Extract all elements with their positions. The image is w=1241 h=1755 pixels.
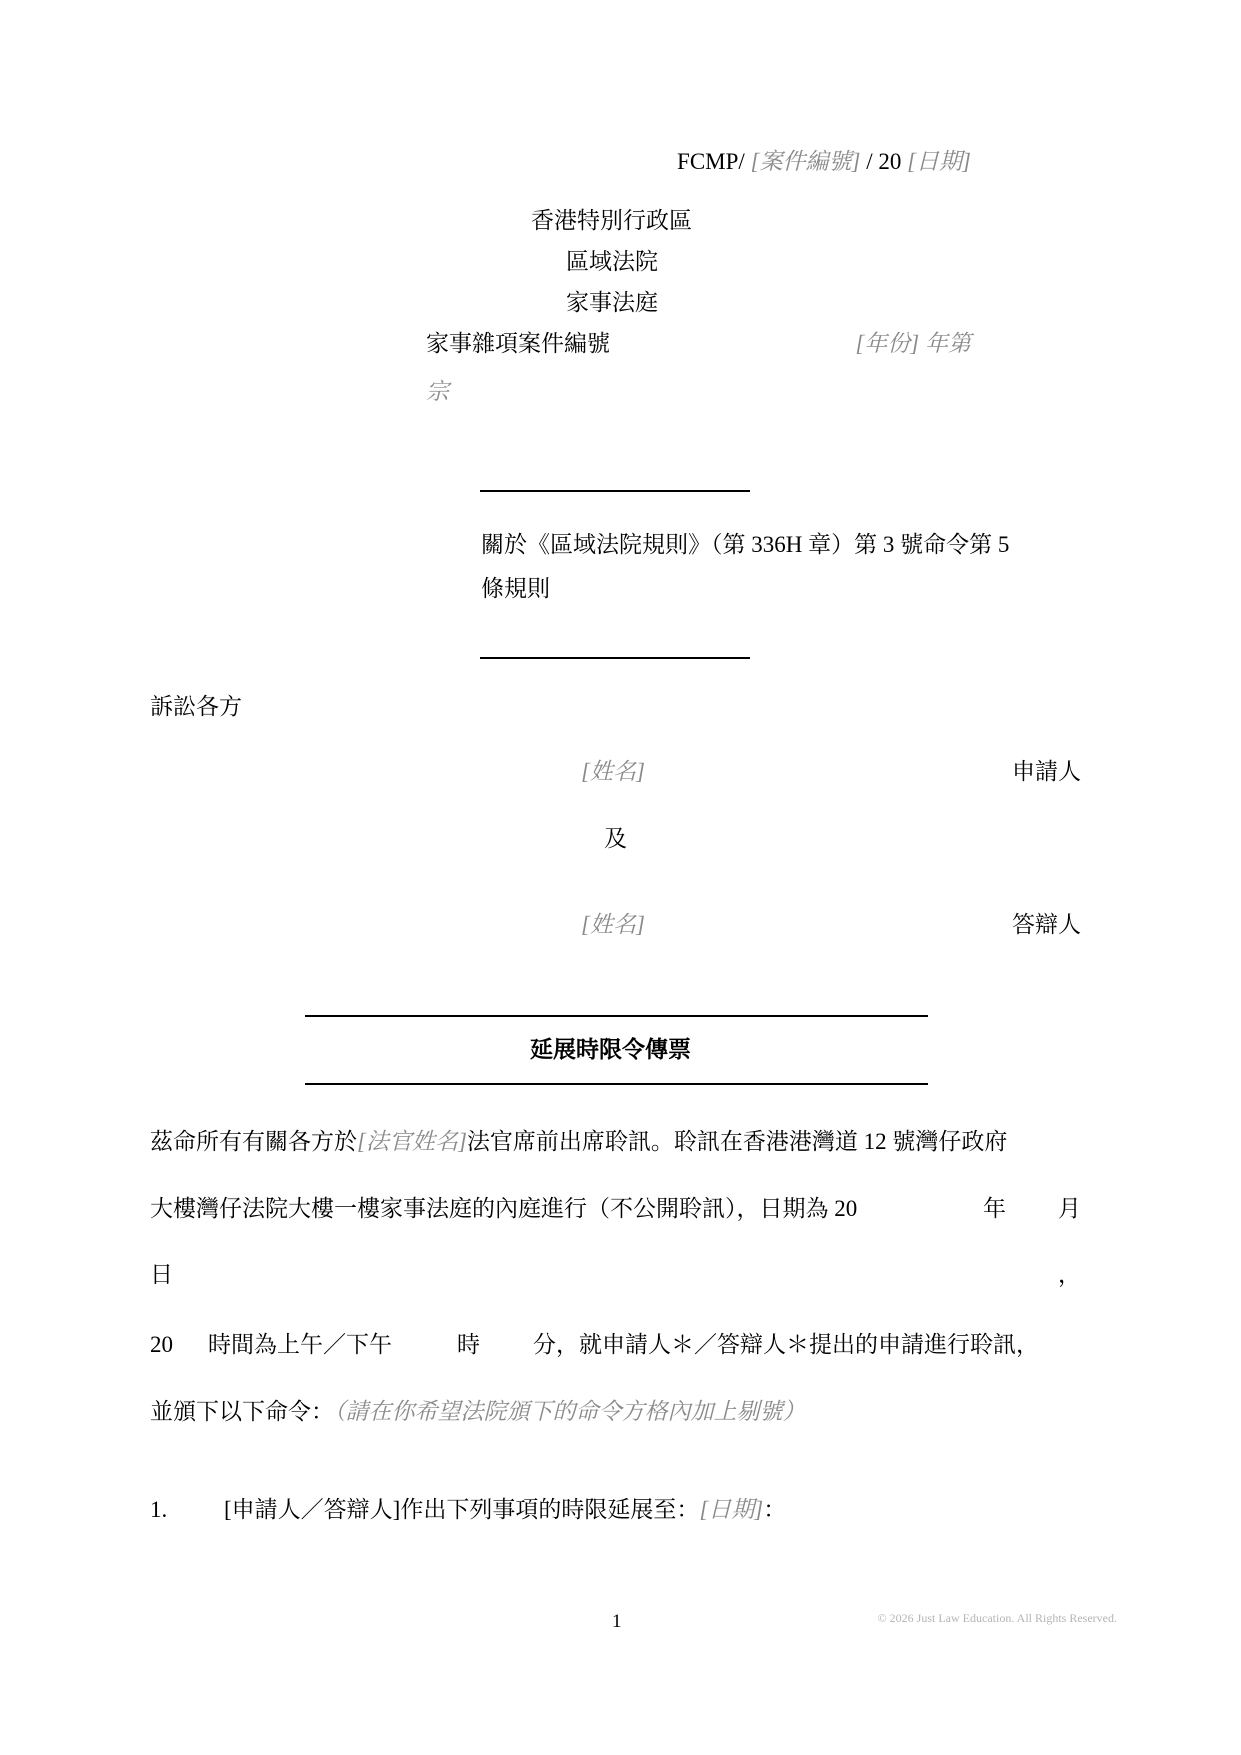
body-line-1-a: 茲命所有有關各方於 <box>150 1129 357 1154</box>
case-reference <box>677 150 971 173</box>
applicant-role: 申請人 <box>1012 759 1081 784</box>
tick-instruction-note: （請在你希望法院頒下的命令方格內加上剔號） <box>334 1399 806 1424</box>
body-month-label: 月 <box>1058 1196 1081 1221</box>
body-hour-label: 時 <box>457 1332 480 1357</box>
body-day-label: 日 <box>150 1262 173 1287</box>
body-line-5-a: 並頒下以下命令： <box>150 1399 334 1424</box>
case-number-suffix: 宗 <box>426 379 449 404</box>
page-number: 1 <box>612 1611 622 1632</box>
body-line-2: 大樓灣仔法院大樓一樓家事法庭的內庭進行（不公開聆訊），日期為 20 <box>150 1196 858 1221</box>
body-line-1-b: 法官席前出席聆訊。聆訊在香港港灣道 12 號灣仔政府 <box>466 1129 1008 1154</box>
body-line-4-20: 20 <box>150 1332 173 1357</box>
applicant-name-placeholder: [姓名] <box>581 759 645 784</box>
item-1-colon: ： <box>763 1497 787 1522</box>
court-region: 香港特別行政區 <box>531 208 692 233</box>
body-line-4-b: 分，就申請人＊／答辯人＊提出的申請進行聆訊， <box>533 1332 1039 1357</box>
case-number-label: 家事雜項案件編號 <box>426 331 610 356</box>
and-text: 及 <box>604 826 627 851</box>
copyright-notice: © 2026 Just Law Education. All Rights Reserved. <box>877 1611 1117 1625</box>
item-1-body: [申請人／答辯人]作出下列事項的時限延展至： <box>224 1497 700 1522</box>
title-rule-bottom <box>305 1083 928 1085</box>
body-line-4-a: 時間為上午／下午 <box>208 1332 392 1357</box>
body-line-1 <box>150 1130 1007 1153</box>
case-number-year-placeholder: [年份] 年第 <box>855 331 971 356</box>
rule-reference-line1: 關於《區域法院規則》（第 336H 章）第 3 號命令第 5 <box>481 532 1010 557</box>
judge-name-placeholder: [法官姓名] <box>357 1129 467 1154</box>
body-line-5 <box>150 1400 806 1423</box>
divider-top <box>480 490 750 492</box>
title-rule-top <box>305 1015 928 1017</box>
body-day-comma: ， <box>1058 1262 1081 1287</box>
court-division: 家事法庭 <box>566 290 658 315</box>
respondent-role: 答辯人 <box>1012 912 1081 937</box>
item-1-text <box>224 1498 786 1521</box>
parties-heading: 訴訟各方 <box>150 694 242 719</box>
item-1-number: 1. <box>150 1497 168 1522</box>
case-date-placeholder: [日期] <box>907 149 971 174</box>
document-title: 延展時限令傳票 <box>530 1037 691 1062</box>
rule-reference-line2: 條規則 <box>481 576 550 601</box>
respondent-name-placeholder: [姓名] <box>581 912 645 937</box>
case-number-placeholder: [案件編號] <box>750 149 861 174</box>
case-year-sep: / 20 <box>866 149 902 174</box>
divider-middle <box>480 657 750 659</box>
item-1-date-placeholder: [日期] <box>699 1497 764 1522</box>
body-year-label: 年 <box>983 1196 1006 1221</box>
case-prefix: FCMP/ <box>677 149 745 174</box>
court-name: 區域法院 <box>566 249 658 274</box>
